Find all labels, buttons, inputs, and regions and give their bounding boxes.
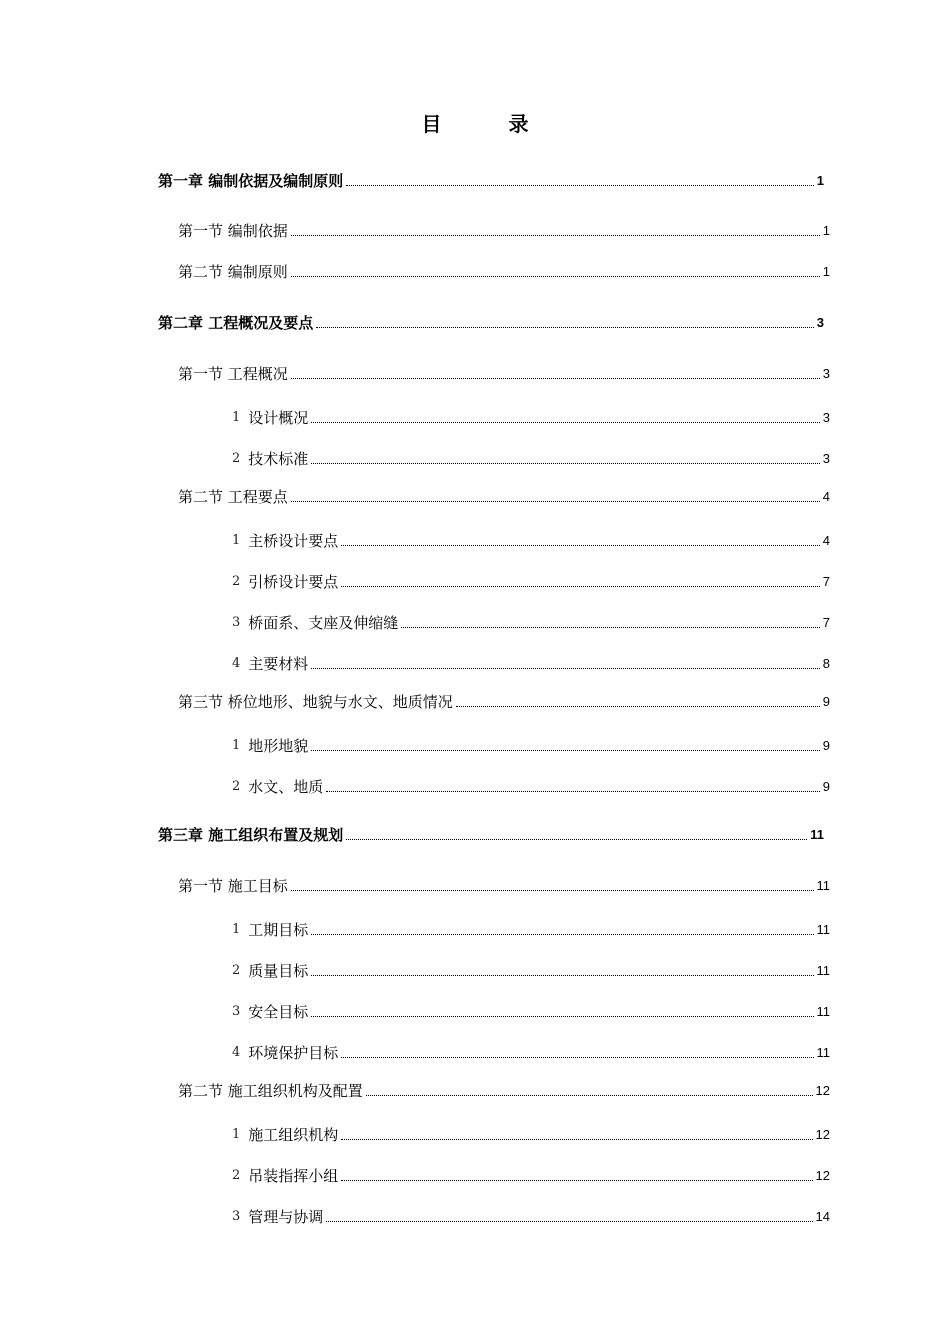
toc-entry-text: 第二节 工程要点 xyxy=(178,488,288,506)
toc-dot-leader xyxy=(291,889,814,891)
toc-entry-text: 第一节 工程概况 xyxy=(178,365,288,383)
page-title: 目 录 xyxy=(421,112,559,136)
toc-dot-leader xyxy=(291,234,820,236)
toc-page-number: 11 xyxy=(816,1045,830,1060)
toc-entry-text: 安全目标 xyxy=(248,1003,309,1021)
toc-page-number: 1 xyxy=(822,223,830,238)
toc-dot-leader xyxy=(291,377,820,379)
toc-dot-leader xyxy=(311,1015,813,1017)
toc-page-number: 11 xyxy=(816,922,830,937)
toc-entry-text: 质量目标 xyxy=(248,962,309,980)
toc-subsection-entry[interactable] xyxy=(232,407,830,427)
toc-entry-number: 2 xyxy=(232,574,241,589)
toc-entry-text: 第三章 施工组织布置及规划 xyxy=(158,826,344,844)
toc-entry-number: 3 xyxy=(232,1004,241,1019)
toc-section-entry[interactable] xyxy=(178,220,830,240)
toc-dot-leader xyxy=(341,585,819,587)
toc-subsection-entry[interactable] xyxy=(232,1001,830,1021)
toc-dot-leader xyxy=(366,1094,813,1096)
toc-subsection-entry[interactable] xyxy=(232,776,830,796)
toc-chapter-entry[interactable] xyxy=(158,312,824,332)
toc-dot-leader xyxy=(326,1220,812,1222)
toc-subsection-entry[interactable] xyxy=(232,1042,830,1062)
toc-page-number: 9 xyxy=(822,779,830,794)
toc-section-entry[interactable] xyxy=(178,875,830,895)
toc-entry-text: 环境保护目标 xyxy=(248,1044,339,1062)
toc-page-number: 12 xyxy=(815,1083,830,1098)
toc-page-number: 11 xyxy=(810,827,824,842)
toc-page-number: 7 xyxy=(822,615,830,630)
toc-dot-leader xyxy=(346,184,814,186)
toc-entry-number: 2 xyxy=(232,451,241,466)
toc-subsection-entry[interactable] xyxy=(232,1206,830,1226)
toc-entry-number: 2 xyxy=(232,779,241,794)
toc-entry-number: 1 xyxy=(232,410,241,425)
toc-dot-leader xyxy=(326,790,819,792)
toc-page-number: 8 xyxy=(822,656,830,671)
toc-entry-number: 2 xyxy=(232,1168,241,1183)
toc-dot-leader xyxy=(311,933,813,935)
toc-section-entry[interactable] xyxy=(178,486,830,506)
toc-dot-leader xyxy=(456,705,820,707)
toc-dot-leader xyxy=(341,544,819,546)
toc-subsection-entry[interactable] xyxy=(232,571,830,591)
toc-entry-text: 第二节 编制原则 xyxy=(178,263,288,281)
toc-subsection-entry[interactable] xyxy=(232,960,830,980)
toc-dot-leader xyxy=(316,326,814,328)
toc-subsection-entry[interactable] xyxy=(232,653,830,673)
toc-entry-text: 桥面系、支座及伸缩缝 xyxy=(248,614,399,632)
toc-page-number: 3 xyxy=(822,451,830,466)
toc-entry-text: 管理与协调 xyxy=(248,1208,324,1226)
toc-page-number: 11 xyxy=(816,963,830,978)
toc-page-number: 7 xyxy=(822,574,830,589)
toc-subsection-entry[interactable] xyxy=(232,1165,830,1185)
toc-entry-text: 引桥设计要点 xyxy=(248,573,339,591)
toc-section-entry[interactable] xyxy=(178,363,830,383)
toc-page-number: 4 xyxy=(822,489,830,504)
toc-entry-text: 第三节 桥位地形、地貌与水文、地质情况 xyxy=(178,693,453,711)
toc-section-entry[interactable] xyxy=(178,261,830,281)
toc-page-number: 14 xyxy=(815,1209,830,1224)
toc-entry-text: 第一节 施工目标 xyxy=(178,877,288,895)
toc-dot-leader xyxy=(341,1056,813,1058)
toc-page-number: 3 xyxy=(822,366,830,381)
toc-dot-leader xyxy=(291,275,820,277)
toc-dot-leader xyxy=(311,667,819,669)
toc-entry-number: 1 xyxy=(232,922,241,937)
toc-page-number: 12 xyxy=(815,1168,830,1183)
toc-entry-text: 设计概况 xyxy=(248,409,309,427)
toc-entry-text: 技术标准 xyxy=(248,450,309,468)
toc-chapter-entry[interactable] xyxy=(158,170,824,190)
toc-dot-leader xyxy=(341,1179,812,1181)
toc-dot-leader xyxy=(401,626,819,628)
toc-page-number: 4 xyxy=(822,533,830,548)
toc-dot-leader xyxy=(341,1138,812,1140)
toc-dot-leader xyxy=(291,500,820,502)
toc-entry-number: 3 xyxy=(232,615,241,630)
toc-entry-number: 4 xyxy=(232,656,241,671)
toc-entry-text: 第一节 编制依据 xyxy=(178,222,288,240)
toc-dot-leader xyxy=(346,838,807,840)
toc-entry-number: 1 xyxy=(232,1127,241,1142)
toc-subsection-entry[interactable] xyxy=(232,448,830,468)
toc-dot-leader xyxy=(311,462,819,464)
toc-subsection-entry[interactable] xyxy=(232,530,830,550)
toc-dot-leader xyxy=(311,974,813,976)
toc-entry-number: 3 xyxy=(232,1209,241,1224)
toc-subsection-entry[interactable] xyxy=(232,735,830,755)
toc-subsection-entry[interactable] xyxy=(232,612,830,632)
toc-entry-text: 第二节 施工组织机构及配置 xyxy=(178,1082,363,1100)
toc-entry-text: 主桥设计要点 xyxy=(248,532,339,550)
toc-page-number: 3 xyxy=(822,410,830,425)
toc-page-number: 9 xyxy=(822,694,830,709)
toc-entry-text: 地形地貌 xyxy=(248,737,309,755)
toc-entry-number: 4 xyxy=(232,1045,241,1060)
toc-entry-text: 施工组织机构 xyxy=(248,1126,339,1144)
toc-entry-number: 2 xyxy=(232,963,241,978)
toc-dot-leader xyxy=(311,749,819,751)
toc-entry-text: 工期目标 xyxy=(248,921,309,939)
toc-entry-text: 第二章 工程概况及要点 xyxy=(158,314,314,332)
toc-entry-number: 1 xyxy=(232,738,241,753)
toc-subsection-entry[interactable] xyxy=(232,1124,830,1144)
toc-entry-text: 吊装指挥小组 xyxy=(248,1167,339,1185)
toc-section-entry[interactable] xyxy=(178,691,830,711)
toc-page-number: 1 xyxy=(822,264,830,279)
toc-entry-text: 第一章 编制依据及编制原则 xyxy=(158,172,344,190)
toc-page-number: 1 xyxy=(816,173,824,188)
toc-page-number: 3 xyxy=(816,315,824,330)
toc-dot-leader xyxy=(311,421,819,423)
toc-page-number: 12 xyxy=(815,1127,830,1142)
toc-entry-text: 水文、地质 xyxy=(248,778,324,796)
toc-chapter-entry[interactable] xyxy=(158,824,824,844)
toc-page-number: 9 xyxy=(822,738,830,753)
toc-page-number: 11 xyxy=(816,1004,830,1019)
toc-entry-text: 主要材料 xyxy=(248,655,309,673)
toc-page-number: 11 xyxy=(816,878,830,893)
toc-subsection-entry[interactable] xyxy=(232,919,830,939)
toc-entry-number: 1 xyxy=(232,533,241,548)
toc-section-entry[interactable] xyxy=(178,1080,830,1100)
